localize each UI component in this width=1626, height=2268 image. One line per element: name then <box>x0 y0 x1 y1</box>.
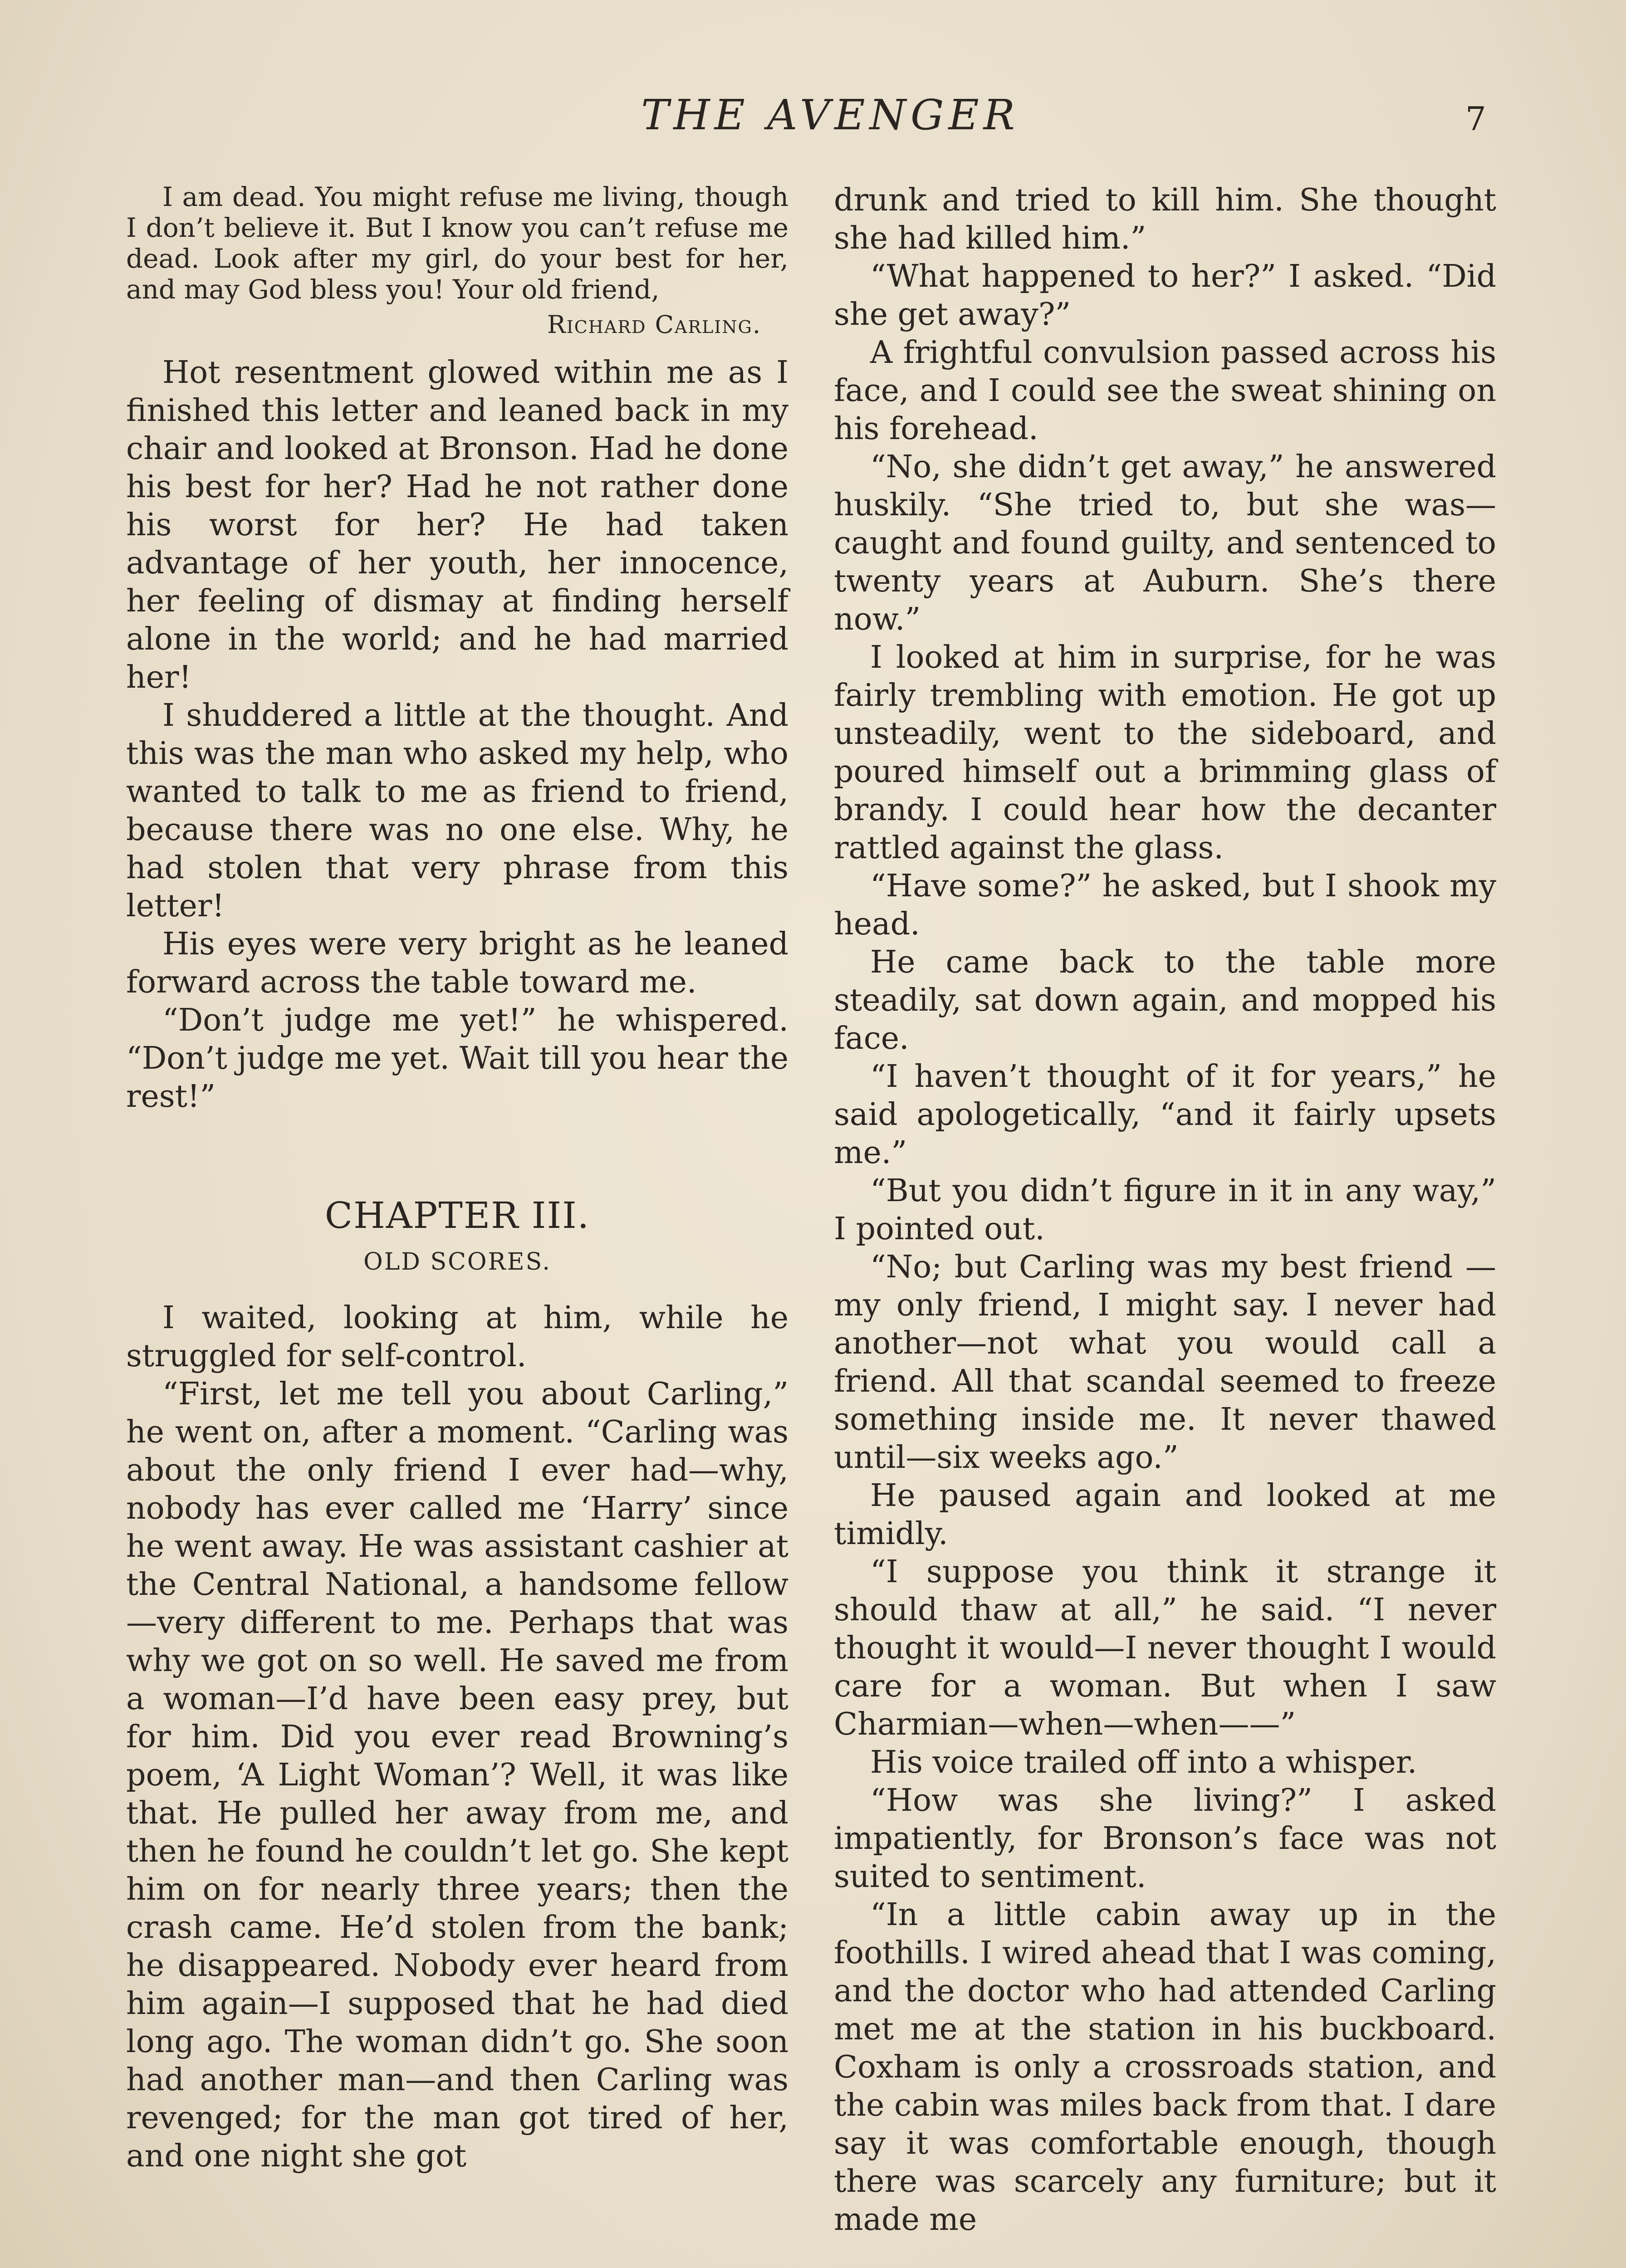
paragraph: “No; but Carling was my best friend —my only friend, I might say. I never had another—not what you would call a friend. All that scandal seemed to freeze something inside me. It never thawed until—six weeks ago.” <box>834 1249 1496 1476</box>
paragraph: “Don’t judge me yet!” he whispered. “Don’t judge me yet. Wait till you hear the rest!” <box>126 1002 789 1114</box>
paragraph: I shuddered a little at the thought. And this was the man who asked my help, who wanted to talk to me as friend to friend, because there was no one else. Why, he had stolen that very phrase from this letter! <box>126 698 789 924</box>
paragraph: “First, let me tell you about Carling,” he went on, after a moment. “Carling was about the only friend I ever had—why, nobody has ever called me ‘Harry’ since he went away. He was assistant cashier at the Central National, a handsome fellow—very different to me. Perhaps that was why we got on so well. He saved me from a woman—I’d have been easy prey, but for him. Did you ever read Browning’s poem, ‘A Light Woman’? Well, it was like that. He pulled her away from me, and then he found he couldn’t let go. She kept him on for nearly three years; then the crash came. He’d stolen from the bank; he disappeared. Nobody ever heard from him again—I supposed that he had died long ago. The woman didn’t go. She soon had another man—and then Carling was revenged; for the man got tired of her, and one night she got <box>126 1376 789 2174</box>
page-number: 7 <box>1465 100 1486 138</box>
paragraph: His eyes were very bright as he leaned forward across the table toward me. <box>126 926 789 1000</box>
paragraph: “How was she living?” I asked impatiently, for Bronson’s face was not suited to sentiment. <box>834 1783 1496 1895</box>
paragraph-continuation: drunk and tried to kill him. She thought she had killed him.” <box>834 182 1496 256</box>
paragraph: “No, she didn’t get away,” he answered huskily. “She tried to, but she was—caught and found guilty, and sentenced to twenty years at Auburn. She’s there now.” <box>834 449 1496 637</box>
page-header <box>0 91 1626 154</box>
paragraph: “In a little cabin away up in the foothills. I wired ahead that I was coming, and the doctor who had attended Carling met me at the station in his buckboard. Coxham is only a crossroads station, and the cabin was miles back from that. I dare say it was comfortable enough, though there was scarcely any furniture; but it made me <box>834 1897 1496 2238</box>
chapter-subtitle: OLD SCORES. <box>363 1248 551 1276</box>
paragraph: “I suppose you think it strange it should thaw at all,” he said. “I never thought it would—I never thought I would care for a woman. But when I saw Charmian—when—when——” <box>834 1554 1496 1742</box>
running-title: THE AVENGER <box>641 91 1019 139</box>
paragraph: He came back to the table more steadily, sat down again, and mopped his face. <box>834 944 1496 1056</box>
letter-excerpt: I am dead. You might refuse me living, though I don’t believe it. But I know you can’t refuse me dead. Look after my girl, do your best for her, and may God bless you! Your old friend, <box>126 181 789 305</box>
paragraph: “What happened to her?” I asked. “Did she get away?” <box>834 259 1496 332</box>
paragraph: “But you didn’t figure in it in any way,” I pointed out. <box>834 1173 1496 1247</box>
paragraph: He paused again and looked at me timidly. <box>834 1478 1496 1552</box>
paragraph: His voice trailed off into a whisper. <box>870 1745 1417 1780</box>
paragraph: Hot resentment glowed within me as I finished this letter and leaned back in my chair and looked at Bronson. Had he done his best for her? Had he not rather done his worst for her? He had taken advantage of her youth, her innocence, her feeling of dismay at finding herself alone in the world; and he had married her! <box>126 355 789 695</box>
paragraph: I looked at him in surprise, for he was fairly trembling with emotion. He got up unsteadily, went to the sideboard, and poured himself out a brimming glass of brandy. I could hear how the decanter rattled against the glass. <box>834 640 1496 866</box>
letter-signature: Richard Carling. <box>547 310 761 339</box>
paragraph: “I haven’t thought of it for years,” he said apologetically, “and it fairly upsets me.” <box>834 1059 1496 1171</box>
chapter-title: CHAPTER III. <box>324 1194 590 1237</box>
paragraph: A frightful convulsion passed across his face, and I could see the sweat shining on his forehead. <box>834 335 1496 447</box>
paragraph: “Have some?” he asked, but I shook my head. <box>834 868 1496 942</box>
paragraph: I waited, looking at him, while he struggled for self-control. <box>126 1300 789 1374</box>
left-column <box>126 181 789 2175</box>
right-column <box>834 181 1496 2239</box>
